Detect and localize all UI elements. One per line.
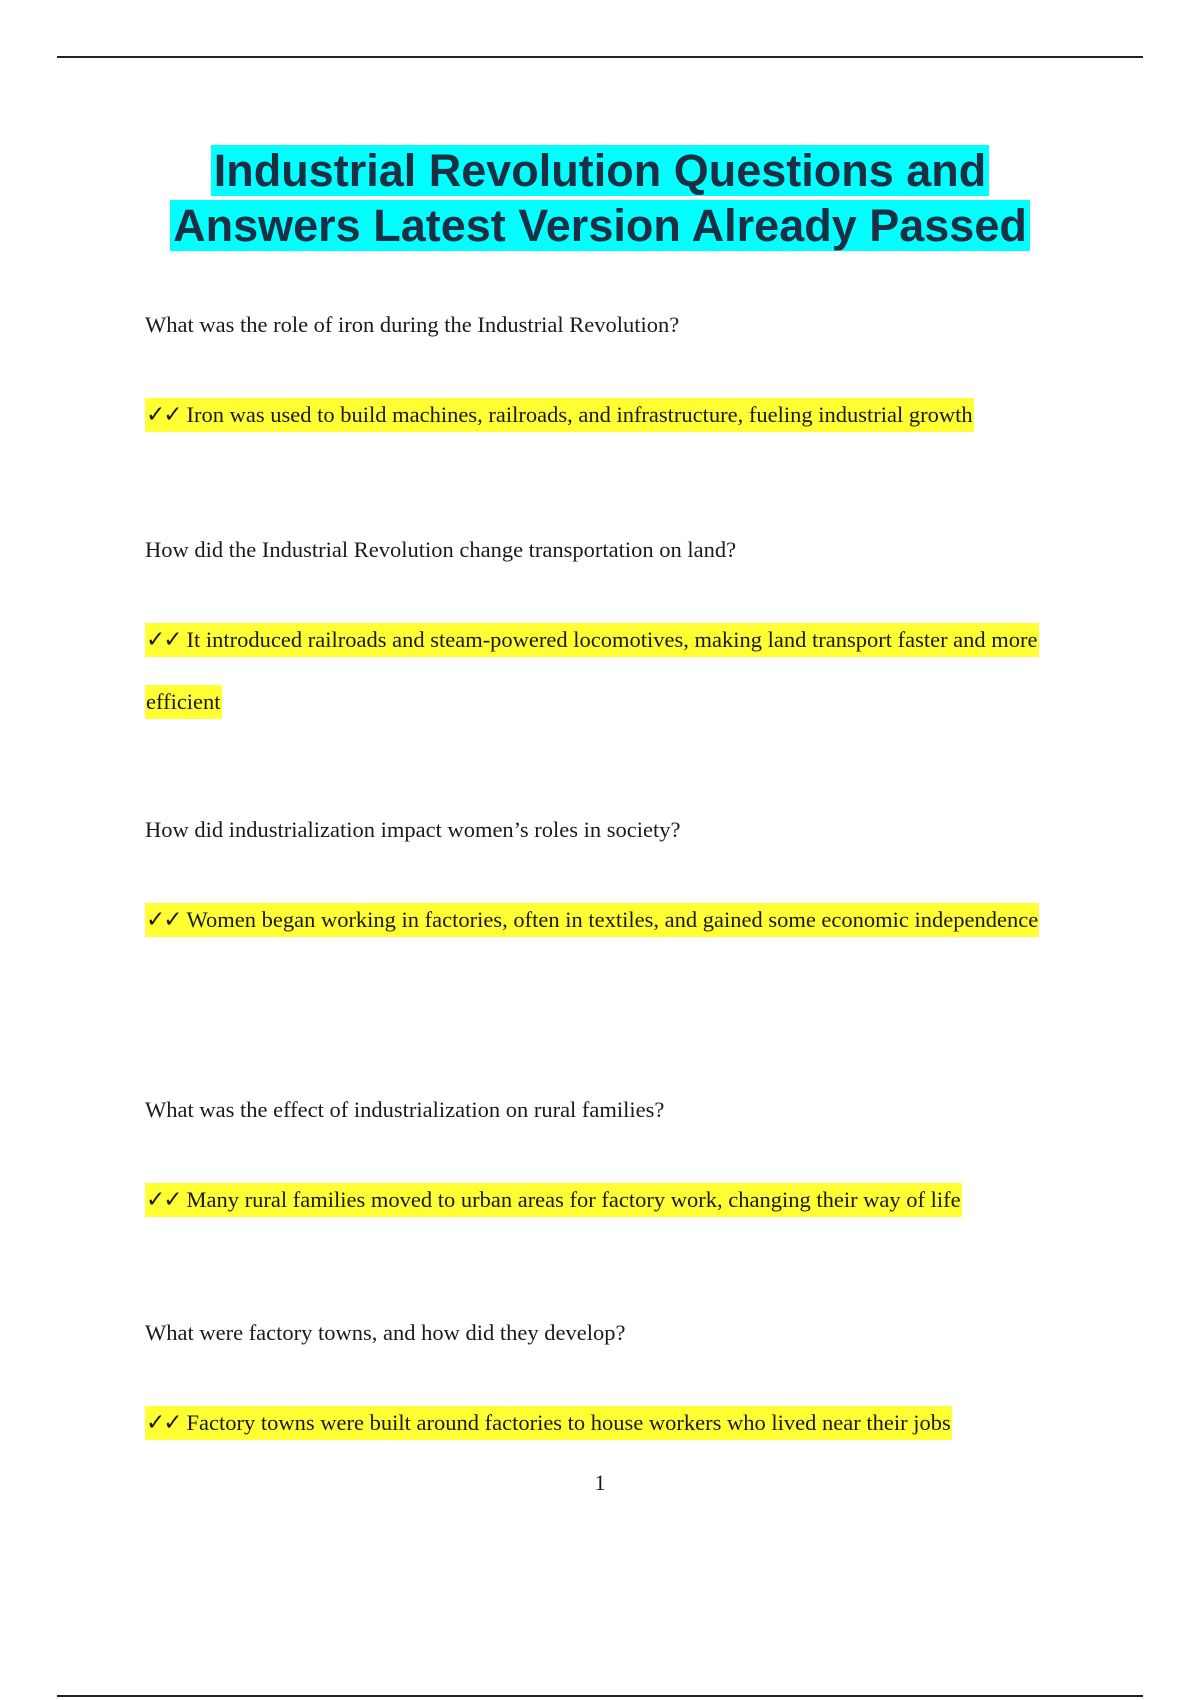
question-text: How did the Industrial Revolution change transportation on land? [145, 537, 737, 562]
question-text: What was the effect of industrialization on rural families? [145, 1097, 665, 1122]
answer-text: Iron was used to build machines, railroads, and infrastructure, fueling industrial growth [186, 402, 973, 427]
document-title [0, 143, 1200, 253]
answer-block [145, 1169, 1085, 1231]
qa-item [145, 310, 1085, 446]
answer-text: Many rural families moved to urban areas for factory work, changing their way of life [186, 1187, 961, 1212]
answer-highlight [145, 398, 974, 432]
answer-text: Women began working in factories, often in textiles, and gained some economic independence [186, 907, 1039, 932]
answer-highlight [145, 903, 1039, 937]
double-check-icon: ✓✓ [146, 402, 181, 428]
double-check-icon: ✓✓ [146, 1187, 181, 1213]
qa-item [145, 535, 1085, 732]
answer-text: It introduced railroads and steam-powered locomotives, making land transport faster and more efficient [146, 627, 1038, 714]
answer-highlight [145, 623, 1039, 719]
bottom-rule [57, 1695, 1143, 1697]
answer-block [145, 1392, 1085, 1454]
top-rule [57, 56, 1143, 58]
answer-block [145, 889, 1085, 951]
qa-item [145, 1095, 1085, 1231]
qa-item [145, 1318, 1085, 1454]
qa-item [145, 815, 1085, 951]
question-text: What were factory towns, and how did they develop? [145, 1320, 626, 1345]
answer-text: Factory towns were built around factories to house workers who lived near their jobs [186, 1410, 951, 1435]
page-number: 1 [594, 1470, 606, 1495]
double-check-icon: ✓✓ [146, 627, 181, 653]
answer-highlight [145, 1406, 952, 1440]
double-check-icon: ✓✓ [146, 907, 181, 933]
answer-highlight [145, 1183, 962, 1217]
answer-block [145, 609, 1085, 732]
title-line-1: Industrial Revolution Questions and [211, 145, 990, 196]
question-text: What was the role of iron during the Industrial Revolution? [145, 312, 680, 337]
double-check-icon: ✓✓ [146, 1410, 181, 1436]
title-line-2: Answers Latest Version Already Passed [170, 200, 1030, 251]
question-text: How did industrialization impact women’s roles in society? [145, 817, 681, 842]
answer-block [145, 384, 1085, 446]
